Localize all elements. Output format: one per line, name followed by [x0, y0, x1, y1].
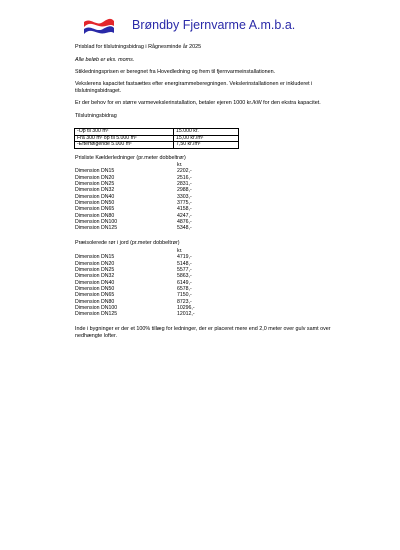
list-item-label: Dimension DN125	[75, 225, 118, 232]
footer-note: Inde i bygninger er der et 100% tillæg for ledninger, der er placeret mere end 2,0 meter over gulv samt over nedhængte lofter.	[75, 326, 331, 339]
price-list-1-heading: Prisliste Kælderledninger (pr.meter dobbeltrør)	[75, 155, 186, 161]
paragraph-service-line: Stikledningsprisen er beregnet fra Hovedledning og frem til fjernvarmeinstallationen.	[75, 69, 276, 75]
list-item-label: Dimension DN25	[75, 181, 115, 188]
list-item-price: 2516,-	[177, 174, 192, 181]
vat-note: Alle beløb er eks. moms.	[75, 57, 135, 63]
list-item-price: 3303,-	[177, 193, 192, 200]
list-item-price: 2831,-	[177, 181, 192, 188]
list-item-label: Dimension DN80	[75, 298, 115, 305]
price-list-2-heading: Præisolerede rør i jord (pr.meter dobbeltrør)	[75, 240, 180, 246]
list-item-price: 3775,-	[177, 200, 192, 207]
list-item-price: 5148,-	[177, 260, 192, 267]
list-item-price: 4247,-	[177, 212, 192, 219]
document-title: Prisblad for tilslutningsbidrag i Rågnesminde år 2025	[75, 44, 202, 50]
list-item-price: 4158,-	[177, 206, 192, 213]
section-heading: Tilslutningsbidrag	[75, 113, 117, 119]
list-item-label: Dimension DN40	[75, 193, 115, 200]
list-item-price: 2202,-	[177, 168, 192, 175]
list-item-price: 5577,-	[177, 267, 192, 274]
list-item-price: 8723,-	[177, 298, 192, 305]
price-list-1-unit: kr.	[177, 162, 183, 168]
table-cell-price: 7,50 kr./m²	[174, 142, 239, 149]
list-item-label: Dimension DN40	[75, 279, 115, 286]
brondby-fjernvarme-logo-icon	[82, 17, 116, 37]
list-item-label: Dimension DN20	[75, 174, 115, 181]
list-item-price: 4719,-	[177, 254, 192, 261]
paragraph-exchanger-capacity: Vekslerens kapacitet fastsættes efter energirammeberegningen. Vekslerinstallationen er inkluderet i tilslutningsbidraget.	[75, 81, 313, 94]
table-row	[75, 142, 239, 149]
list-item-label: Dimension DN20	[75, 260, 115, 267]
list-item-label: Dimension DN15	[75, 168, 115, 175]
table-cell-price: 15.000 kr.	[174, 129, 239, 136]
list-item-label: Dimension DN65	[75, 292, 115, 299]
list-item-price: 7150,-	[177, 292, 192, 299]
list-item-label: Dimension DN50	[75, 200, 115, 207]
list-item-price: 2988,-	[177, 187, 192, 194]
list-item-price: 4876,-	[177, 219, 192, 226]
list-item-price: 6578,-	[177, 286, 192, 293]
list-item-label: Dimension DN32	[75, 187, 115, 194]
list-item-label: Dimension DN32	[75, 273, 115, 280]
list-item-price: 5348,-	[177, 225, 192, 232]
list-item-price: 12012,-	[177, 311, 195, 318]
company-name: Brøndby Fjernvarme A.m.b.a.	[132, 18, 296, 32]
list-item-label: Dimension DN80	[75, 212, 115, 219]
table-cell-label: -Efterfølgende 5.000 m²	[75, 142, 174, 149]
table-cell-price: 15,00 kr./m²	[174, 135, 239, 142]
list-item-price: 5863,-	[177, 273, 192, 280]
list-item-label: Dimension DN100	[75, 219, 118, 226]
price-list-2-unit: kr.	[177, 248, 183, 254]
list-item-label: Dimension DN100	[75, 305, 118, 312]
connection-fee-table	[74, 128, 239, 149]
list-item-label: Dimension DN50	[75, 286, 115, 293]
list-item-label: Dimension DN65	[75, 206, 115, 213]
paragraph-extra-capacity: Er der behov for en større varmevekslerinstallation, betaler ejeren 1000 kr./kW for den ekstra kapacitet.	[75, 100, 321, 106]
list-item-label: Dimension DN125	[75, 311, 118, 318]
list-item-price: 10296,-	[177, 305, 195, 312]
list-item-label: Dimension DN25	[75, 267, 115, 274]
table-cell-label: -Op til 300 m²	[75, 129, 174, 136]
list-item-label: Dimension DN15	[75, 254, 115, 261]
table-cell-label: Fra 300 m² op til 5.000 m²	[75, 135, 174, 142]
list-item-price: 6149,-	[177, 279, 192, 286]
